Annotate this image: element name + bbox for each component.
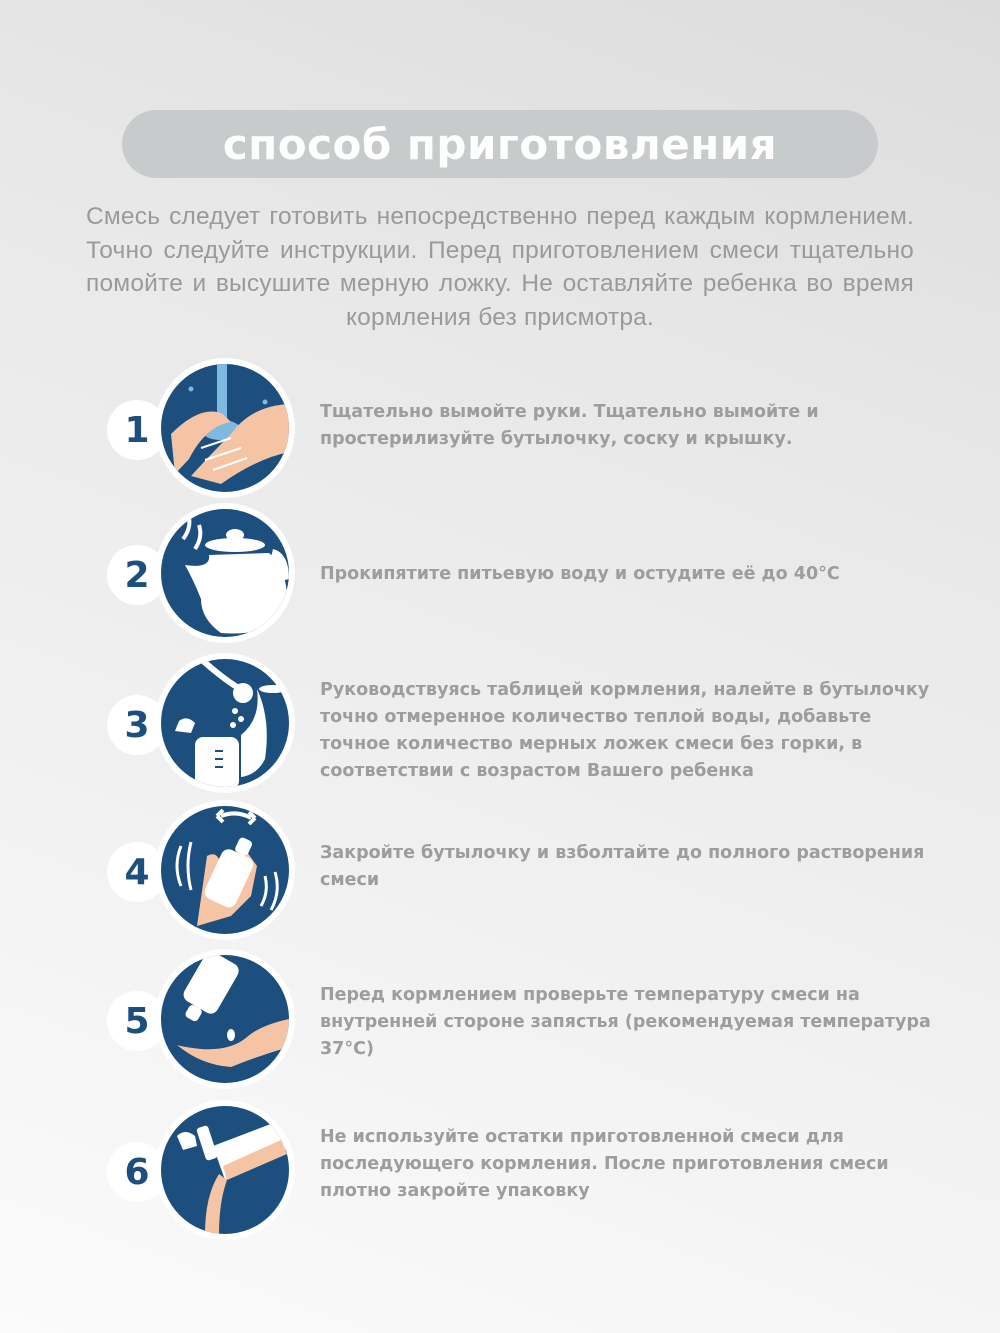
step-1	[0, 355, 1000, 505]
step-4	[0, 800, 1000, 950]
step-text: Руководствуясь таблицей кормления, налейте в бутылочку точно отмеренное количество теплой воды, добавьте точное количество мерных ложек смеси без горки, в соответствии с возрастом Вашего ребенка	[320, 680, 930, 781]
step-6	[0, 1100, 1000, 1250]
step-number-badge: 6	[107, 1142, 167, 1202]
step-number-badge: 2	[107, 545, 167, 605]
shake-bottle-icon	[155, 800, 295, 940]
step-text: Прокипятите питьевую воду и остудите её до 40°C	[320, 564, 840, 584]
step-text: Не используйте остатки приготовленной смеси для последующего кормления. После приготовления смеси плотно закройте упаковку	[320, 1127, 889, 1201]
step-text: Перед кормлением проверьте температуру смеси на внутренней стороне запястья (рекомендуемая температура 37°C)	[320, 985, 931, 1059]
step-2	[0, 503, 1000, 653]
intro-paragraph: Смесь следует готовить непосредственно перед каждым кормлением. Точно следуйте инструкции. Перед приготовлением смеси тщательно помойте и высушите мерную ложку. Не оставляйте ребенка во время кормления без присмотра.	[86, 203, 914, 331]
title-banner	[122, 110, 878, 178]
boiling-kettle-icon	[155, 503, 295, 643]
step-number-badge: 3	[107, 695, 167, 755]
step-text: Тщательно вымойте руки. Тщательно вымойте и простерилизуйте бутылочку, соску и крышку.	[320, 402, 819, 449]
step-number-badge: 4	[107, 842, 167, 902]
page-title: способ приготовления	[222, 119, 778, 169]
hand-washing-icon	[155, 358, 295, 498]
step-3	[0, 652, 1000, 802]
discard-leftovers-icon	[155, 1100, 295, 1240]
step-number-badge: 1	[107, 400, 167, 460]
step-text: Закройте бутылочку и взболтайте до полного растворения смеси	[320, 843, 925, 890]
step-number-badge: 5	[107, 991, 167, 1051]
step-5	[0, 948, 1000, 1098]
add-formula-to-bottle-icon	[155, 653, 295, 793]
check-temperature-wrist-icon	[155, 949, 295, 1089]
